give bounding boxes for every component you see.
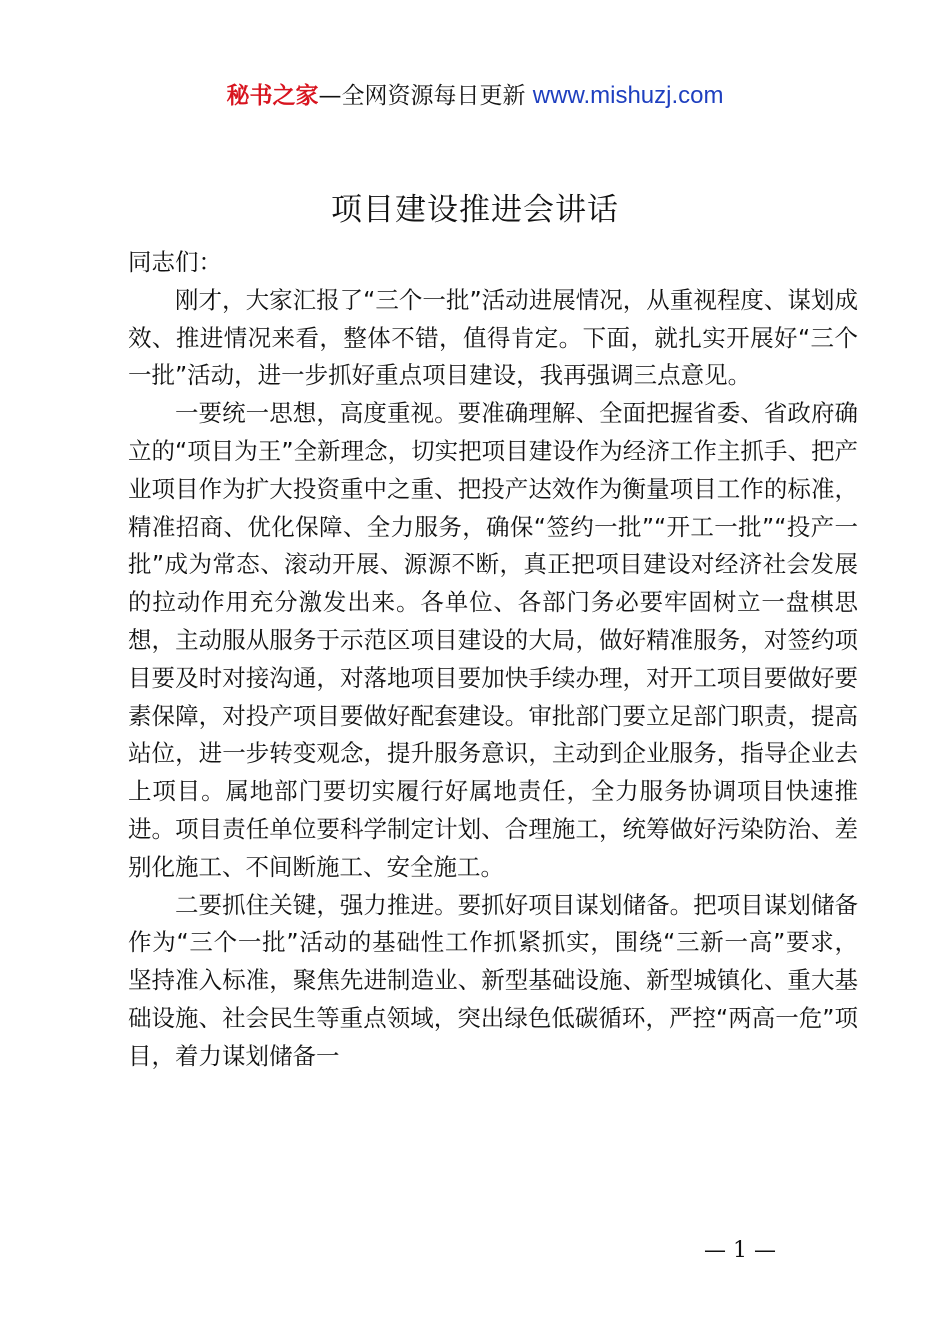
- document-body: [128, 244, 858, 1076]
- site-brand: 秘书之家: [226, 83, 319, 109]
- paragraph-point-one: 一要统一思想，高度重视。要准确理解、全面把握省委、省政府确立的“项目为王”全新理念，切实把项目建设作为经济工作主抓手、把产业项目作为扩大投资重中之重、把投产达效作为衡量项目工作的标准，精准招商、优化保障、全力服务，确保“签约一批”“开工一批”“投产一批”成为常态、滚动开展、源源不断，真正把项目建设对经济社会发展的拉动作用充分激发出来。各单位、各部门务必要牢固树立一盘棋思想，主动服从服务于示范区项目建设的大局，做好精准服务，对签约项目要及时对接沟通，对落地项目要加快手续办理，对开工项目要做好要素保障，对投产项目要做好配套建设。审批部门要立足部门职责，提高站位，进一步转变观念，提升服务意识，主动到企业服务，指导企业去上项目。属地部门要切实履行好属地责任，全力服务协调项目快速推进。项目责任单位要科学制定计划、合理施工，统筹做好污染防治、差别化施工、不间断施工、安全施工。: [128, 399, 858, 881]
- site-tagline: —全网资源每日更新: [318, 83, 526, 109]
- site-watermark-header: [0, 80, 950, 112]
- site-url: www.mishuzj.com: [532, 82, 724, 109]
- paragraph-intro: 刚才，大家汇报了“三个一批”活动进展情况，从重视程度、谋划成效、推进情况来看，整体不错，值得肯定。下面，就扎实开展好“三个一批”活动，进一步抓好重点项目建设，我再强调三点意见。: [128, 285, 858, 390]
- document-title: 项目建设推进会讲话: [331, 192, 619, 228]
- page-number: — 1 —: [704, 1238, 776, 1263]
- salutation: 同志们：: [128, 248, 222, 276]
- paragraph-point-two: 二要抓住关键，强力推进。要抓好项目谋划储备。把项目谋划储备作为“三个一批”活动的基础性工作抓紧抓实，围绕“三新一高”要求，坚持准入标准，聚焦先进制造业、新型基础设施、新型城镇化、重大基础设施、社会民生等重点领域，突出绿色低碳循环，严控“两高一危”项目，着力谋划储备一: [128, 890, 858, 1070]
